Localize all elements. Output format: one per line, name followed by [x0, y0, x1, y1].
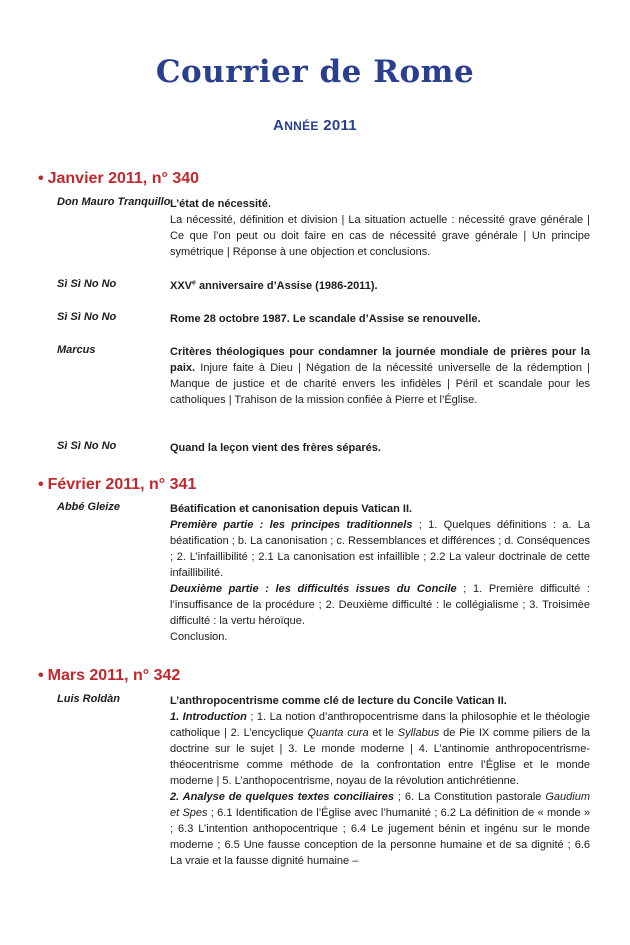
entry-title: XXVe anniversaire d’Assise (1986-2011).	[170, 279, 378, 292]
entry-content	[170, 196, 590, 260]
issue-heading-janvier: • Janvier 2011, n° 340	[38, 170, 200, 187]
bullet-icon: •	[38, 170, 44, 187]
entry-title: Béatification et canonisation depuis Vatican II.	[170, 503, 413, 515]
entry-part-2: Deuxième partie : les difficultés issues du Concile ; 1. Première difficulté : l’insuffisance de la procédure ; 2. Deuxième difficulté : le collégialisme ; 3. Troisimèe difficulté : la vertu héroïque.	[170, 583, 590, 627]
masthead-title: Courrier de Rome	[155, 54, 475, 90]
entry-summary: La nécessité, définition et division | La situation actuelle : nécessité grave générale | Ce que l’on peut ou doit faire en cas de nécessité grave générale | Un principe symétrique | Réponse à une objection et conclusions.	[170, 214, 590, 258]
entry-title: L’anthropocentrisme comme clé de lecture du Concile Vatican II.	[170, 695, 507, 707]
entry-conclusion: Conclusion.	[170, 631, 228, 643]
entry-author: Marcus	[57, 344, 96, 356]
entry-part-2: 2. Analyse de quelques textes conciliaires ; 6. La Constitution pastorale Gaudium et Spes ; 6.1 Identification de l’Église avec l’humanité ; 6.2 La définition de « monde » ; 6.3 L’intention anthopocentrique ; 6.4 Le jugement bénin et ingénu sur le monde moderne ; 6.5 Une fausse conception de la personne humaine et de sa dignité ; 6.6 La vraie et la fausse dignité humaine –	[170, 791, 590, 867]
entry-content	[170, 693, 590, 869]
entry-author: Don Mauro Tranquillo	[57, 196, 171, 208]
entry-title: Critères théologiques pour condamner la journée mondiale de prières pour la paix.	[170, 346, 590, 374]
entry-author: Sì Sì No No	[57, 440, 117, 452]
entry-author: Abbé Gleize	[57, 501, 120, 513]
entry-author: Luis Roldàn	[57, 693, 120, 705]
year-heading: ANNÉE 2011	[273, 117, 357, 134]
entry-content	[170, 440, 590, 456]
entry-part-1: 1. Introduction ; 1. La notion d’anthropocentrisme dans la philosophie et le théologie catholique | 2. L’encyclique Quanta cura et le Syllabus de Pie IX comme piliers de la doctrine sur le sujet | 3. Le monde moderne | 4. L’antinomie anthropocentrisme-théocentrisme comme méthode de la confrontation entre l’Église et le monde moderne | 5. L’anthopocentrisme, noyau de la révolution antichrétienne.	[170, 711, 591, 787]
entry-author: Sì Sì No No	[57, 311, 117, 323]
entry-content	[170, 501, 590, 645]
entry-summary: Injure faite à Dieu | Négation de la nécessité universelle de la rédemption | Manque de justice et de charité envers les infidèles | Péril et scandale pour les catholiques | Trahison de la mission confiée à Pierre et l’Église.	[170, 362, 590, 406]
entry-content	[170, 278, 590, 294]
entry-title: Quand la leçon vient des frères séparés.	[170, 442, 381, 454]
entry-title: L’état de nécessité.	[170, 198, 271, 210]
entry-title: Rome 28 octobre 1987. Le scandale d’Assise se renouvelle.	[170, 313, 481, 325]
bullet-icon: •	[38, 667, 44, 684]
entry-part-1: Première partie : les principes traditionnels ; 1. Quelques définitions : a. La béatification ; b. La canonisation ; c. Ressemblances et différences ; d. Conséquences ; 2. L’infaillibilité ; 2.1 La canonisation est infaillible ; 2.2 La valeur doctrinale de cette infaillibilité.	[170, 519, 590, 579]
entry-author: Sì Sì No No	[57, 278, 117, 290]
bullet-icon: •	[38, 476, 44, 493]
entry-content	[170, 311, 590, 327]
entry-content	[170, 344, 590, 408]
issue-heading-fevrier: • Février 2011, n° 341	[38, 476, 197, 493]
issue-heading-mars: • Mars 2011, n° 342	[38, 667, 181, 684]
